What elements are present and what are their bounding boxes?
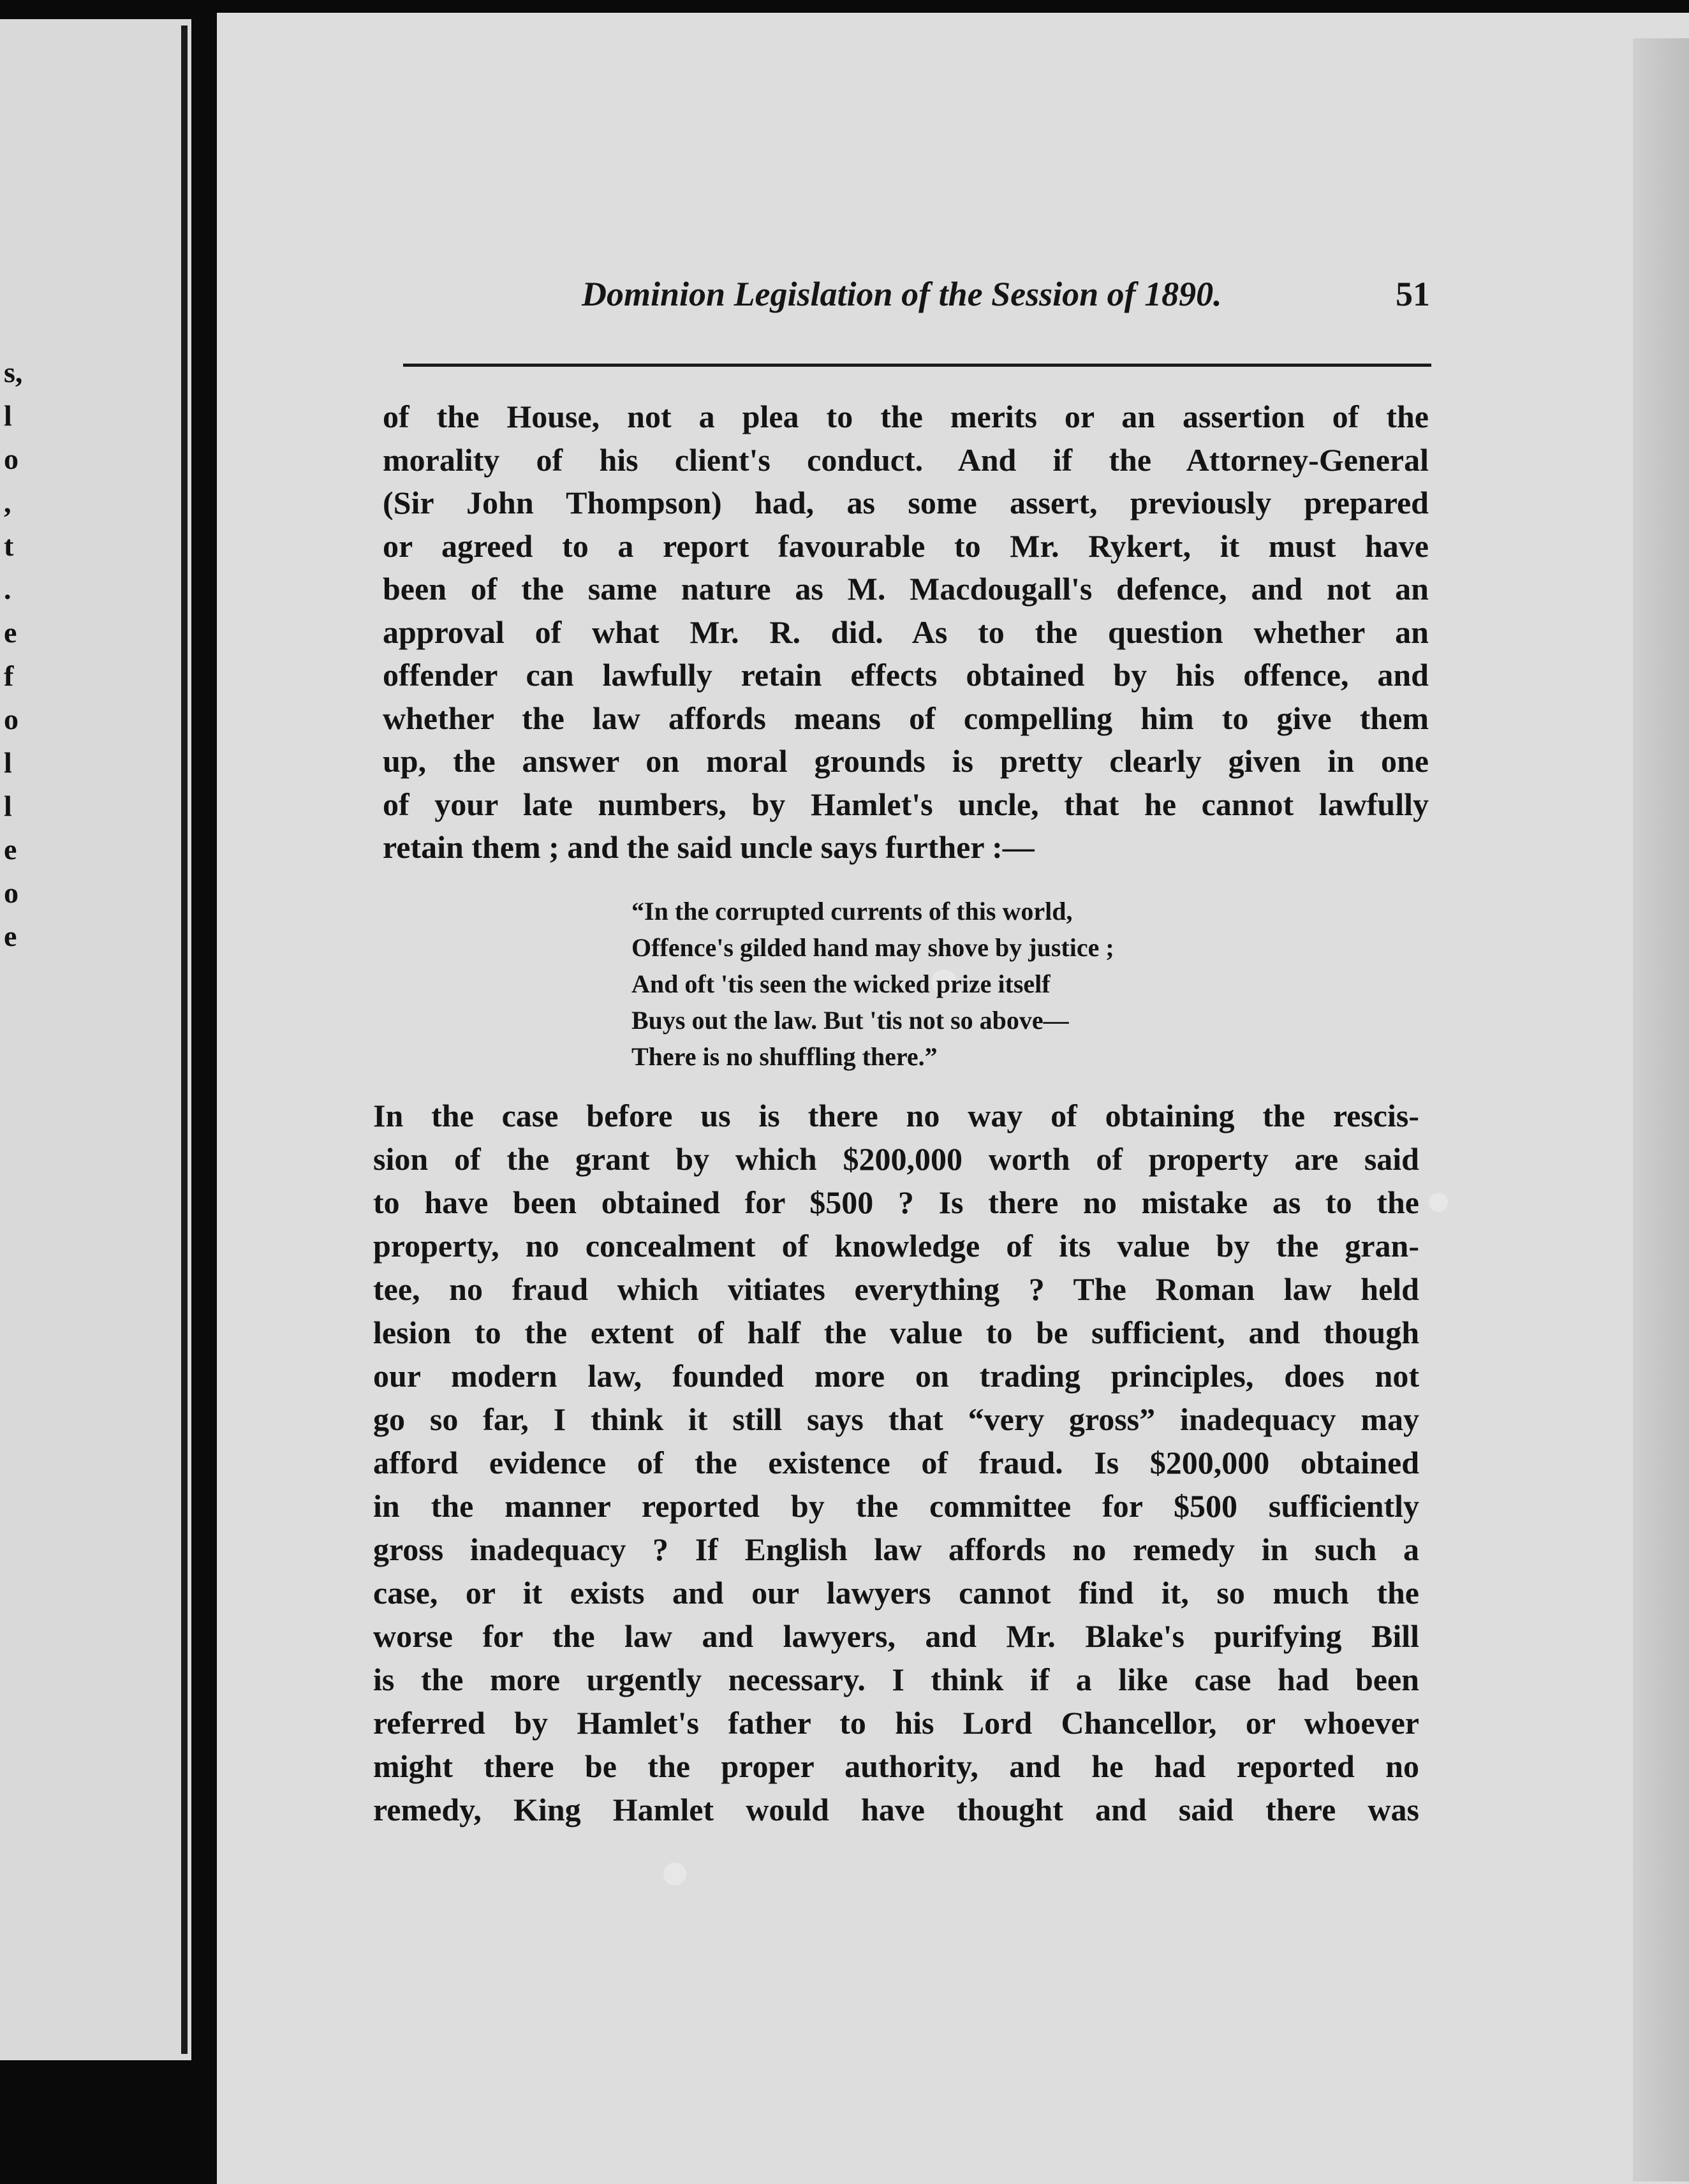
margin-fragment: o bbox=[4, 703, 18, 735]
margin-fragment: , bbox=[4, 486, 11, 519]
text-line: to have been obtained for $500 ? Is there no mistake as to the bbox=[373, 1184, 1419, 1220]
page-right-edge bbox=[1633, 38, 1689, 2181]
text-line: approval of what Mr. R. did. As to the question whether an bbox=[383, 614, 1429, 650]
running-title: Dominion Legislation of the Session of 1890. bbox=[582, 275, 1222, 313]
quote-line: Offence's gilded hand may shove by justice ; bbox=[631, 933, 1114, 962]
text-line: retain them ; and the said uncle says further :— bbox=[383, 829, 1035, 865]
paper-speck bbox=[663, 1863, 686, 1885]
previous-page-edge bbox=[0, 19, 191, 2060]
header-rule bbox=[403, 364, 1431, 367]
text-line: of the House, not a plea to the merits or an assertion of the bbox=[383, 399, 1429, 434]
text-line: of your late numbers, by Hamlet's uncle, that he cannot lawfully bbox=[383, 786, 1429, 822]
margin-fragment: l bbox=[4, 746, 12, 779]
previous-page-margin-fragments bbox=[4, 351, 29, 958]
text-line: property, no concealment of knowledge of its value by the gran- bbox=[373, 1228, 1419, 1264]
block-quote bbox=[631, 893, 1269, 1075]
text-line: sion of the grant by which $200,000 worth of property are said bbox=[373, 1141, 1419, 1177]
text-line: morality of his client's conduct. And if the Attorney-General bbox=[383, 441, 1429, 478]
text-line: been of the same nature as M. Macdougall's defence, and not an bbox=[383, 571, 1429, 607]
paragraph-1 bbox=[383, 395, 1429, 869]
binding-gutter bbox=[181, 26, 188, 2054]
text-line: our modern law, founded more on trading principles, does not bbox=[373, 1358, 1419, 1394]
text-line: or agreed to a report favourable to Mr. Rykert, it must have bbox=[383, 528, 1429, 564]
quote-line: There is no shuffling there.” bbox=[631, 1042, 938, 1071]
margin-fragment: o bbox=[4, 876, 18, 909]
text-line: tee, no fraud which vitiates everything ? The Roman law held bbox=[373, 1271, 1419, 1307]
text-line: lesion to the extent of half the value to be sufficient, and though bbox=[373, 1315, 1419, 1350]
text-line: case, or it exists and our lawyers cannot find it, so much the bbox=[373, 1575, 1419, 1611]
text-line: remedy, King Hamlet would have thought and said there was bbox=[373, 1792, 1419, 1827]
margin-fragment: e bbox=[4, 616, 17, 649]
text-line: in the manner reported by the committee for $500 sufficiently bbox=[373, 1488, 1419, 1524]
text-line: gross inadequacy ? If English law affords no remedy in such a bbox=[373, 1531, 1419, 1567]
text-line: might there be the proper authority, and he had reported no bbox=[373, 1748, 1419, 1784]
running-header bbox=[582, 274, 1430, 332]
text-line: worse for the law and lawyers, and Mr. Blake's purifying Bill bbox=[373, 1618, 1419, 1654]
quote-line: And oft 'tis seen the wicked prize itself bbox=[631, 970, 1051, 998]
margin-fragment: l bbox=[4, 790, 12, 822]
quote-line: Buys out the law. But 'tis not so above— bbox=[631, 1006, 1069, 1035]
margin-fragment: f bbox=[4, 660, 14, 692]
text-line: go so far, I think it still says that “very gross” inadequacy may bbox=[373, 1401, 1419, 1437]
text-line: up, the answer on moral grounds is pretty clearly given in one bbox=[383, 743, 1429, 779]
margin-fragment: l bbox=[4, 399, 12, 432]
text-line: afford evidence of the existence of fraud. Is $200,000 obtained bbox=[373, 1445, 1419, 1480]
margin-fragment: e bbox=[4, 833, 17, 866]
page-number: 51 bbox=[1396, 275, 1430, 313]
margin-fragment: o bbox=[4, 443, 18, 475]
text-line: is the more urgently necessary. I think if a like case had been bbox=[373, 1662, 1419, 1697]
margin-fragment: . bbox=[4, 573, 11, 605]
margin-fragment: e bbox=[4, 920, 17, 952]
text-line: referred by Hamlet's father to his Lord Chancellor, or whoever bbox=[373, 1705, 1419, 1741]
text-line: (Sir John Thompson) had, as some assert, previously prepared bbox=[383, 485, 1429, 520]
text-line: In the case before us is there no way of obtaining the rescis- bbox=[373, 1098, 1419, 1133]
margin-fragment: s, bbox=[4, 356, 23, 388]
quote-line: “In the corrupted currents of this world, bbox=[631, 897, 1073, 926]
margin-fragment: t bbox=[4, 529, 14, 562]
text-line: offender can lawfully retain effects obtained by his offence, and bbox=[383, 657, 1429, 693]
paragraph-2 bbox=[373, 1094, 1419, 1831]
text-line: whether the law affords means of compelling him to give them bbox=[383, 700, 1429, 736]
paper-speck bbox=[1429, 1193, 1448, 1212]
